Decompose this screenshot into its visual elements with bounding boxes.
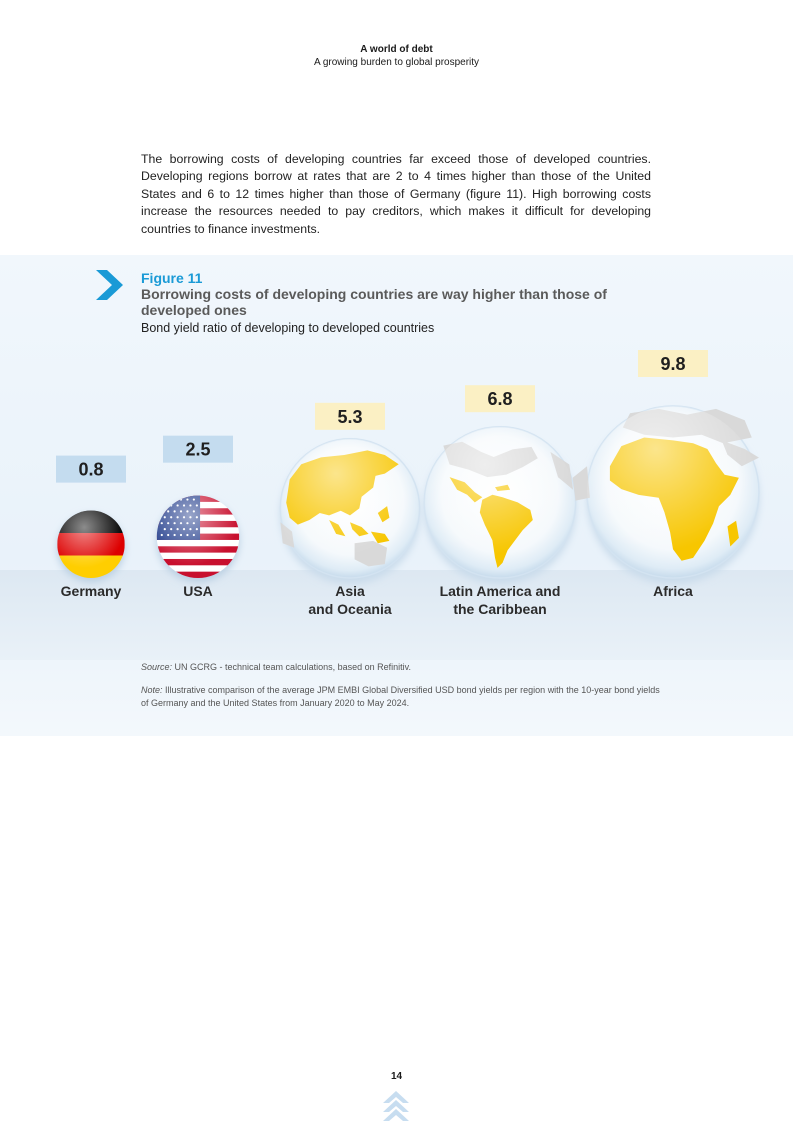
value-label: 2.5 (185, 439, 211, 460)
category-label: Asia (335, 583, 365, 599)
page-header (0, 43, 793, 69)
value-label: 9.8 (660, 354, 686, 374)
figure-note (141, 684, 661, 709)
body-paragraph: The borrowing costs of developing countries far exceed those of developed countries. Developing regions borrow at rates that are 2 to 4 times higher than those of the United States and 6 to 12 times higher than those of Germany (figure 11). High borrowing costs increase the resources needed to pay creditors, which makes it difficult for developing countries to finance investments. (141, 152, 651, 236)
category-label: the Caribbean (453, 601, 547, 617)
figure-subtitle: Bond yield ratio of developing to developed countries (141, 321, 435, 335)
source-label: Source: (141, 662, 173, 672)
header-title: A world of debt (360, 44, 433, 55)
icon-shine (57, 511, 124, 578)
asia-globe-icon (280, 439, 419, 578)
logo-chevron-icon (383, 1091, 409, 1121)
note-text: Illustrative comparison of the average JPM EMBI Global Diversified USD bond yields per region with the 10-year bond yields of Germany and the United States from January 2020 to May 2024. (141, 685, 660, 708)
bond-yield-ratio-chart (0, 340, 793, 630)
page-number: 14 (390, 1071, 403, 1082)
value-label: 5.3 (337, 406, 363, 427)
source-text: UN GCRG - technical team calculations, based on Refinitiv. (172, 662, 411, 672)
globe-shine (424, 427, 575, 578)
category-label: and Oceania (308, 601, 392, 617)
figure-title: Borrowing costs of developing countries are way higher than those of developed ones (141, 286, 607, 318)
category-label: USA (183, 583, 213, 599)
figure-number: Figure 11 (141, 270, 203, 286)
category-label: Germany (60, 583, 122, 599)
chevron-right-icon (96, 270, 124, 300)
category-label: Latin America and (439, 583, 561, 599)
value-label: 6.8 (487, 389, 513, 410)
icon-shine (157, 496, 239, 578)
figure-source (141, 662, 411, 672)
category-label: Africa (653, 583, 693, 599)
africa-globe-icon (573, 406, 759, 578)
value-label: 0.8 (78, 459, 104, 480)
globe-shine (280, 439, 419, 578)
header-subtitle: A growing burden to global prosperity (313, 57, 480, 68)
chart-content (56, 350, 759, 617)
latin-america-globe-icon (424, 427, 575, 578)
note-label: Note: (141, 685, 163, 695)
globe-shine (587, 406, 759, 578)
